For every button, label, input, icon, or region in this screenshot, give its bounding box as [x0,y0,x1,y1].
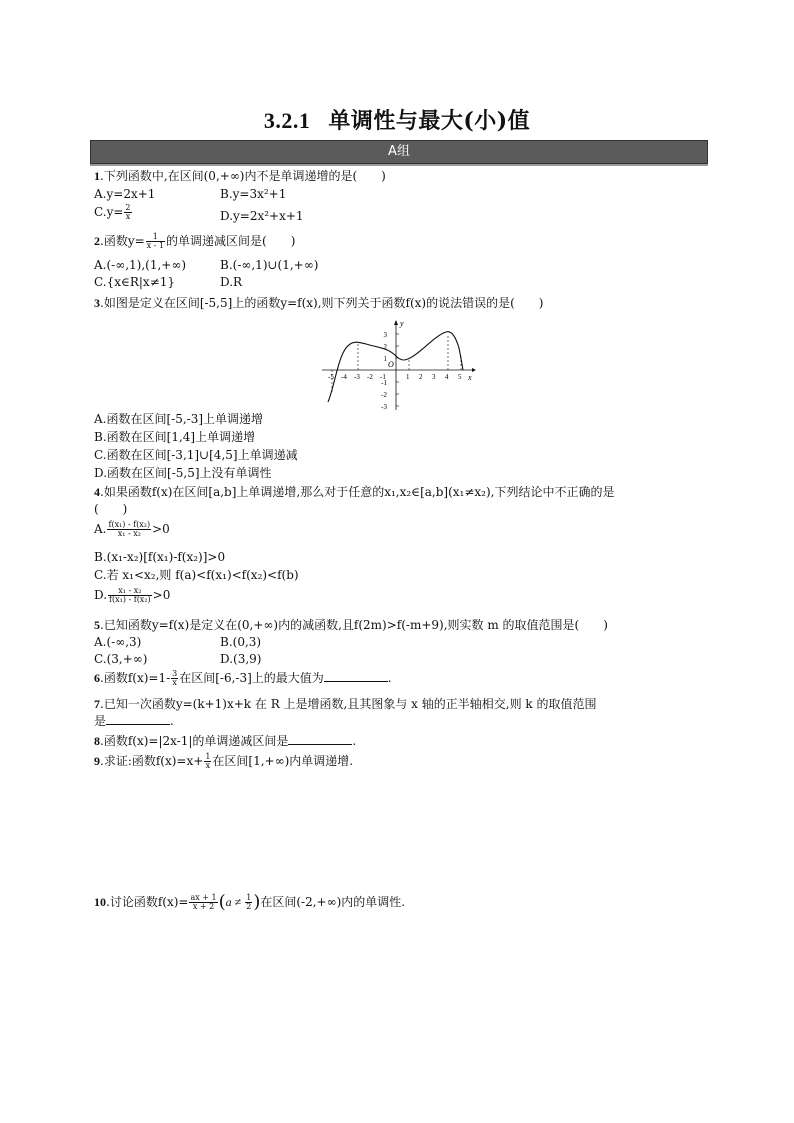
question-2-option-c: C.{x∈R|x≠1} [94,275,176,289]
y-tick-label: -2 [381,391,387,399]
question-6: 6.函数f(x)=1- $\frac{3}{x}$ 在区间[-6,-3]上的最大值为 . [94,669,392,687]
question-5-option-b: B.(0,3) [220,635,262,649]
x-tick-label: -5 [328,373,334,381]
question-4-option-c: C.若 x₁<x₂,则 f(a)<f(x₁)<f(x₂)<f(b) [94,568,299,582]
x-axis-arrow [472,368,476,372]
fraction: $\frac{\text{f(x₁) - f(x₂)}}{\text{x₁ - x₂}}$ [108,520,151,538]
y-axis-arrow [394,320,398,325]
y-tick-label: 1 [383,355,387,363]
x-tick-label: -1 [380,373,386,381]
question-3-stem: 3.如图是定义在区间[-5,5]上的函数y=f(x),则下列关于函数f(x)的说法错误的是( ) [94,296,544,310]
question-8: 8.函数f(x)=|2x-1|的单调递减区间是 . [94,734,357,748]
question-5-option-a: A.(-∞,3) [94,635,142,649]
title-number: 3.2.1 [263,108,311,133]
question-4-option-a: A. $\frac{\text{f(x₁) - f(x₂)}}{\text{x₁ - x₂}}$ >0 [94,520,170,538]
question-2-stem: 2.函数y= $\frac{1}{x - 1}$ 的单调递减区间是( ) [94,232,296,250]
question-7-line-2: 是 . [94,714,174,728]
question-4-option-b: B.(x₁-x₂)[f(x₁)-f(x₂)]>0 [94,550,226,564]
y-tick-label: 3 [383,331,387,339]
fraction: $\frac{\text{x₁ - x₂}}{\text{f(x₁) - f(x₂)}}$ [109,586,151,604]
x-tick-labels [328,373,462,381]
question-10: 10.讨论函数f(x)= $\frac{ax + 1}{x + 2}$ (a ≠ $\frac{1}{2}$ )在区间(-2,+∞)内的单调性. [94,891,406,913]
origin-label: O [388,360,394,369]
question-5-stem: 5.已知函数y=f(x)是定义在(0,+∞)内的减函数,且f(2m)>f(-m+9),则实数 m 的取值范围是( ) [94,618,608,632]
question-4-stem: 4.如果函数f(x)在区间[a,b]上单调递增,那么对于任意的x₁,x₂∈[a,b](x₁≠x₂),下列结论中不正确的是 [94,485,615,499]
x-tick-label: 5 [458,373,462,381]
question-4-option-d: D. $\frac{\text{x₁ - x₂}}{\text{f(x₁) - f(x₂)}}$ >0 [94,586,171,604]
y-axis-label: y [400,319,404,328]
question-1-option-b: B.y=3x²+1 [220,187,287,201]
answer-blank [324,671,388,682]
answer-blank [288,734,352,745]
x-tick-label: 2 [419,373,423,381]
question-3-option-b: B.函数在区间[1,4]上单调递增 [94,430,256,444]
fraction: $\frac{1}{x - 1}$ [146,232,165,250]
question-3-option-a: A.函数在区间[-5,-3]上单调递增 [94,412,264,426]
question-5-option-c: C.(3,+∞) [94,652,148,666]
question-1-stem: 1.下列函数中,在区间(0,+∞)内不是单调递增的是( ) [94,169,386,183]
fraction: $\frac{2}{x}$ [125,203,131,221]
question-3-option-d: D.函数在区间[-5,5]上没有单调性 [94,466,272,480]
fraction: $\frac{3}{x}$ [172,669,178,687]
answer-blank [106,714,170,725]
question-4-paren: ( ) [94,502,128,516]
fraction: $\frac{ax + 1}{x + 2}$ [190,893,217,911]
question-2-option-b: B.(-∞,1)∪(1,+∞) [220,258,319,272]
fraction: $\frac{1}{2}$ [246,893,252,911]
x-tick-label: 4 [445,373,449,381]
y-tick-label: -3 [381,403,387,411]
question-7-line-1: 7.已知一次函数y=(k+1)x+k 在 R 上是增函数,且其图象与 x 轴的正半轴相交,则 k 的取值范围 [94,697,597,711]
question-3-option-c: C.函数在区间[-3,1]∪[4,5]上单调递减 [94,448,298,462]
question-9: 9.求证:函数f(x)=x+ $\frac{1}{x}$ 在区间[1,+∞)内单调递增. [94,752,354,770]
section-label: A组 [388,144,410,159]
question-5-option-d: D.(3,9) [220,652,262,666]
question-2-option-a: A.(-∞,1),(1,+∞) [94,258,187,272]
question-1-option-c: C.y= $\frac{2}{x}$ [94,203,131,221]
y-tick-label: 2 [383,343,387,351]
title-text: 单调性与最大(小)值 [328,108,531,134]
function-curve [328,332,463,402]
section-bar [90,140,708,164]
x-axis-label: x [468,373,472,382]
question-1-option-d: D.y=2x²+x+1 [220,209,304,223]
y-tick-label: -1 [381,379,387,387]
page-title [0,104,794,135]
x-tick-label: -4 [341,373,347,381]
x-tick-label: -2 [367,373,373,381]
fraction: $\frac{1}{x}$ [205,752,211,770]
question-2-option-d: D.R [220,275,243,289]
x-tick-label: 1 [406,373,410,381]
x-tick-label: -3 [354,373,360,381]
question-1-option-a: A.y=2x+1 [94,187,156,201]
function-graph [318,318,478,414]
x-tick-label: 3 [432,373,436,381]
